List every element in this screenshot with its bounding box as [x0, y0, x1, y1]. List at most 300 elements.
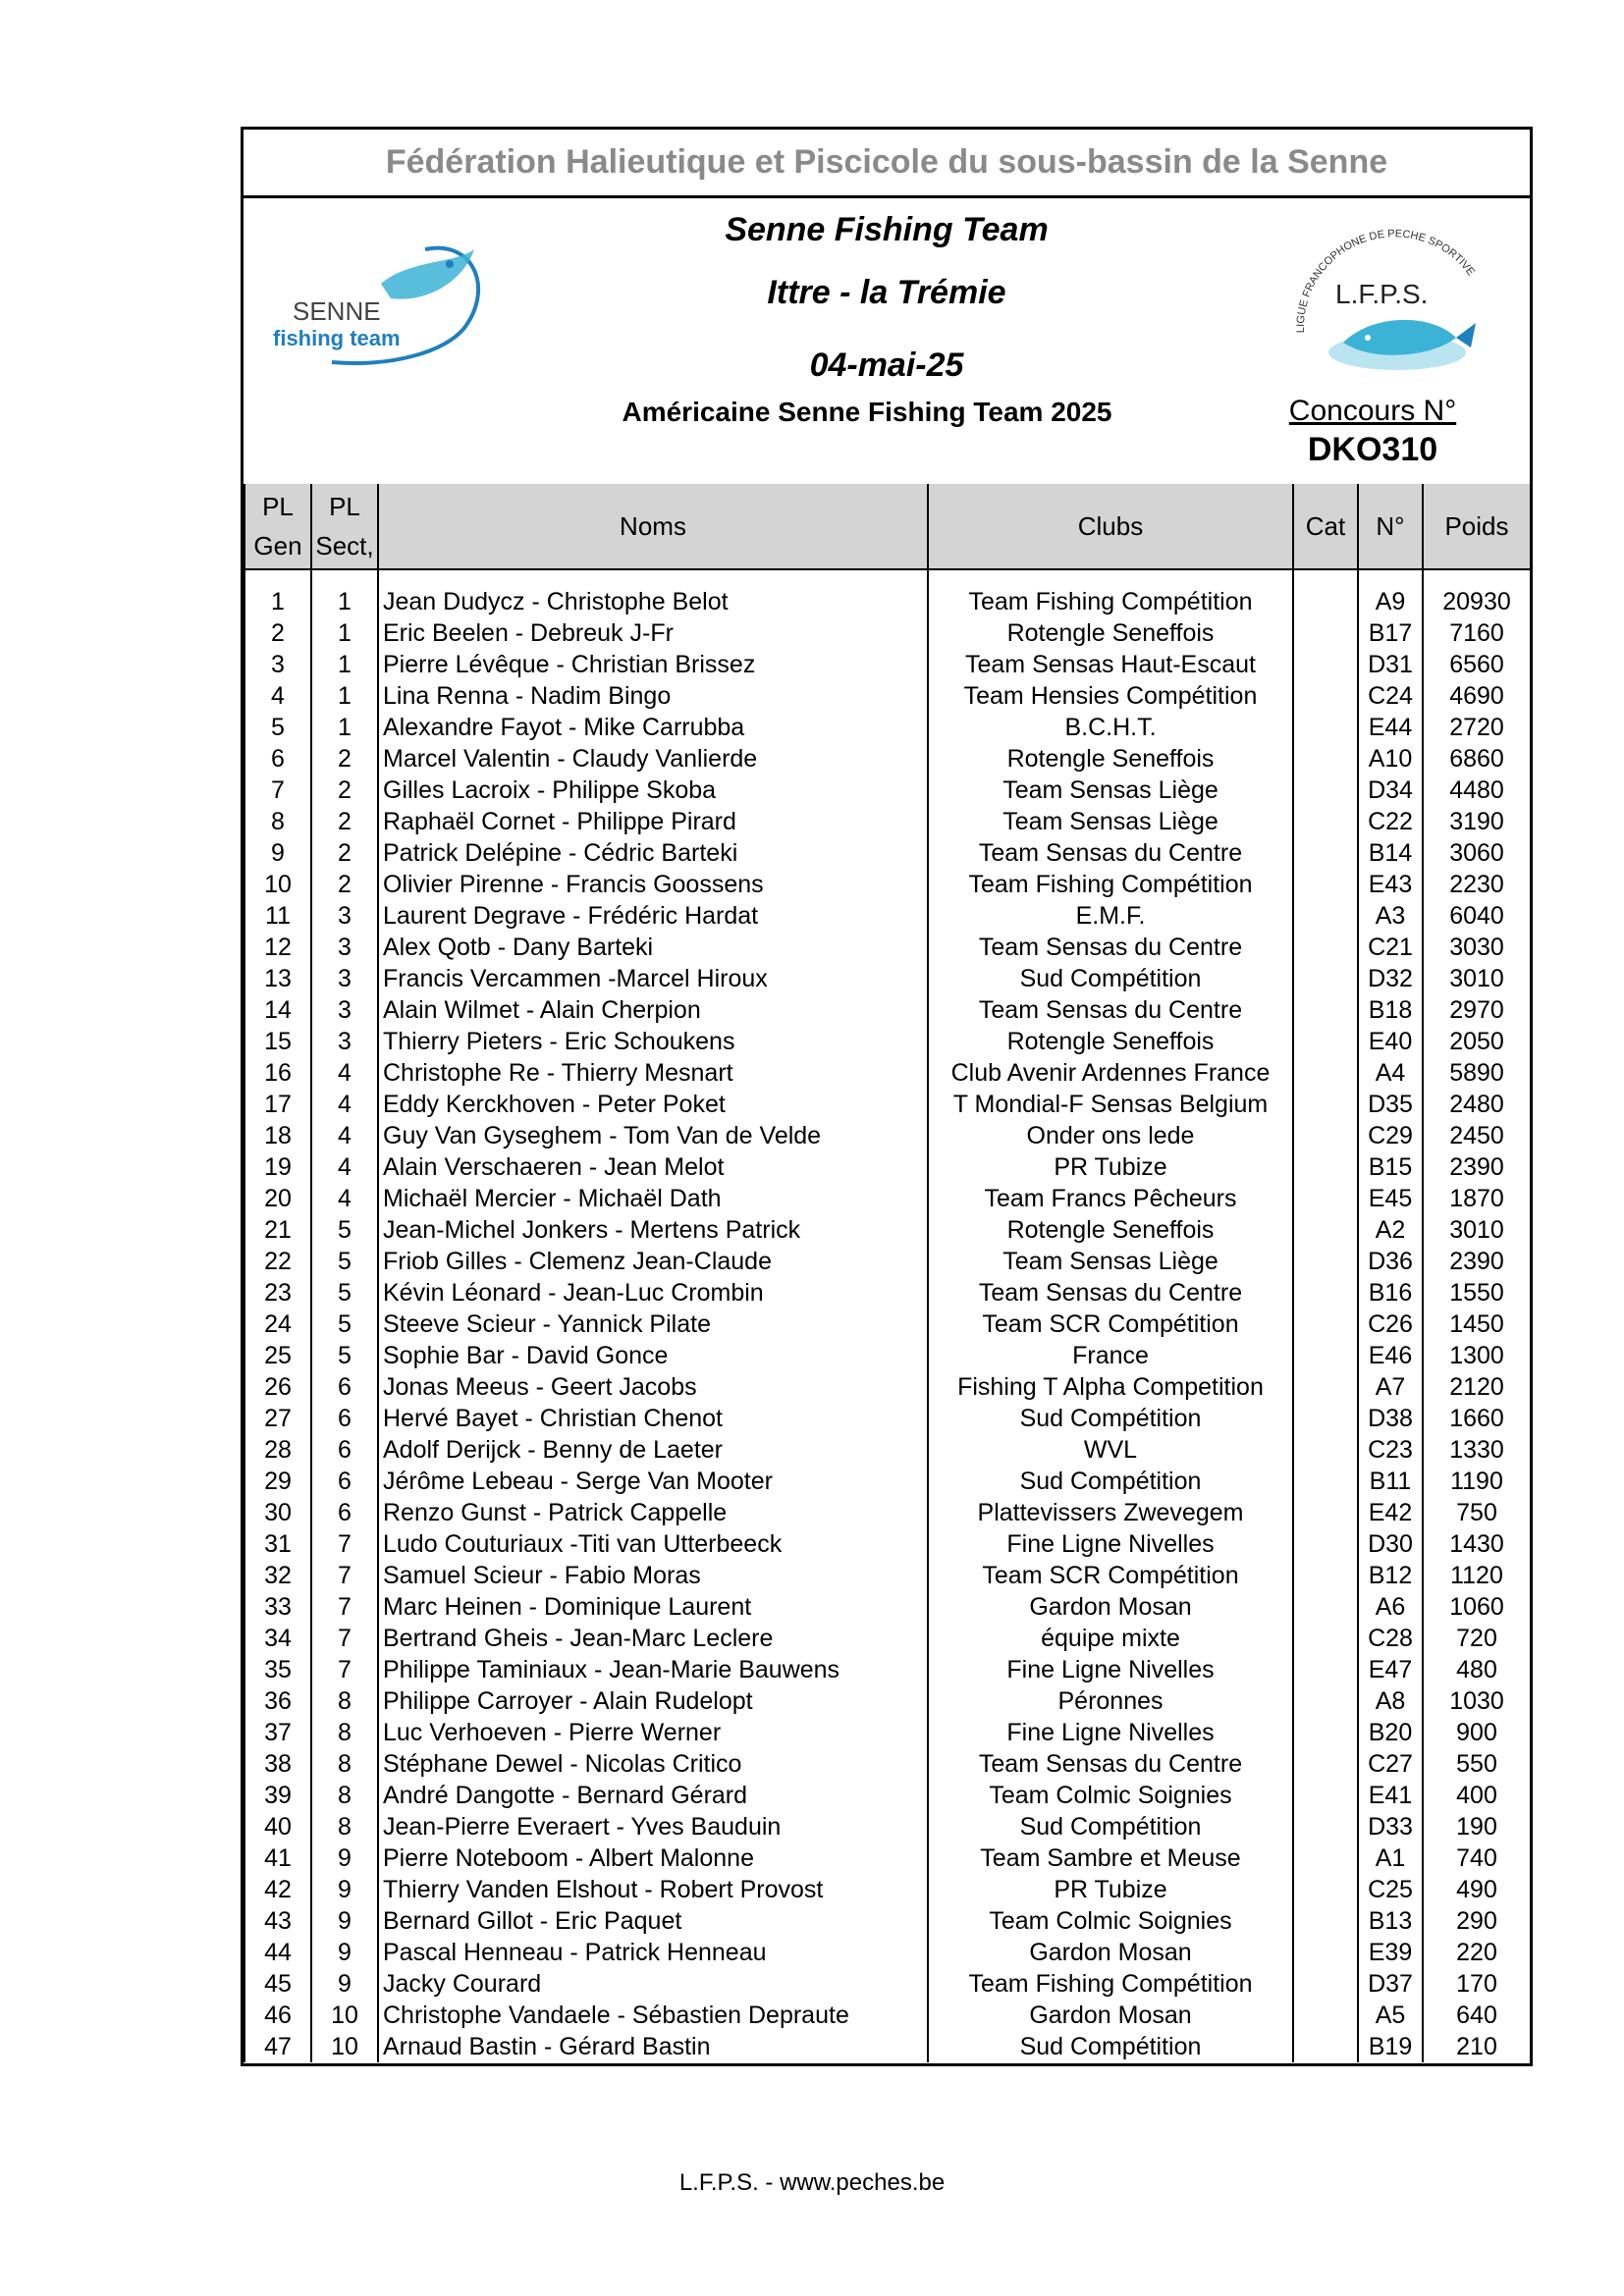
number-cell: D32	[1358, 963, 1423, 994]
club-cell: Team Fishing Compétition	[928, 869, 1293, 900]
cat-cell	[1293, 1623, 1358, 1654]
cat-cell	[1293, 1214, 1358, 1246]
weight-cell: 750	[1423, 1497, 1531, 1528]
names-cell: Pascal Henneau - Patrick Henneau	[378, 1937, 928, 1968]
pl-sect-cell: 10	[311, 2000, 378, 2031]
club-cell: Gardon Mosan	[928, 2000, 1293, 2031]
names-cell: Samuel Scieur - Fabio Moras	[378, 1560, 928, 1591]
svg-text:SENNE: SENNE	[293, 296, 381, 326]
club-cell: Sud Compétition	[928, 1811, 1293, 1842]
weight-cell: 1430	[1423, 1528, 1531, 1560]
number-cell: B18	[1358, 994, 1423, 1026]
names-cell: Marc Heinen - Dominique Laurent	[378, 1591, 928, 1623]
pl-sect-cell: 5	[311, 1214, 378, 1246]
club-cell: Team Colmic Soignies	[928, 1905, 1293, 1937]
table-row	[244, 994, 1531, 1026]
number-cell: B19	[1358, 2031, 1423, 2062]
names-cell: Bernard Gillot - Eric Paquet	[378, 1905, 928, 1937]
weight-cell: 2970	[1423, 994, 1531, 1026]
names-cell: Gilles Lacroix - Philippe Skoba	[378, 774, 928, 806]
table-row	[244, 1591, 1531, 1623]
number-cell: E47	[1358, 1654, 1423, 1685]
pl-gen-cell: 43	[244, 1905, 311, 1937]
pl-gen-cell: 33	[244, 1591, 311, 1623]
pl-sect-cell: 3	[311, 994, 378, 1026]
weight-cell: 2390	[1423, 1246, 1531, 1277]
names-cell: Philippe Taminiaux - Jean-Marie Bauwens	[378, 1654, 928, 1685]
number-cell: C22	[1358, 806, 1423, 837]
number-cell: B20	[1358, 1717, 1423, 1748]
pl-sect-cell: 2	[311, 869, 378, 900]
cat-cell	[1293, 743, 1358, 774]
pl-gen-cell: 7	[244, 774, 311, 806]
pl-gen-cell: 24	[244, 1308, 311, 1340]
number-cell: B16	[1358, 1277, 1423, 1308]
header-pl-gen: PL Gen	[244, 484, 311, 569]
number-cell: B17	[1358, 617, 1423, 649]
table-row	[244, 1308, 1531, 1340]
pl-gen-cell: 4	[244, 680, 311, 712]
table-row	[244, 1089, 1531, 1120]
names-cell: Stéphane Dewel - Nicolas Critico	[378, 1748, 928, 1780]
number-cell: B13	[1358, 1905, 1423, 1937]
club-cell: Team Fishing Compétition	[928, 586, 1293, 617]
cat-cell	[1293, 617, 1358, 649]
names-cell: Ludo Couturiaux -Titi van Utterbeeck	[378, 1528, 928, 1560]
pl-gen-cell: 40	[244, 1811, 311, 1842]
table-row	[244, 1748, 1531, 1780]
cat-cell	[1293, 1560, 1358, 1591]
number-cell: D31	[1358, 649, 1423, 680]
table-row	[244, 1466, 1531, 1497]
pl-gen-cell: 26	[244, 1371, 311, 1403]
names-cell: Alain Verschaeren - Jean Melot	[378, 1151, 928, 1183]
table-row	[244, 1434, 1531, 1466]
pl-gen-cell: 45	[244, 1968, 311, 2000]
table-row	[244, 2031, 1531, 2062]
pl-gen-cell: 23	[244, 1277, 311, 1308]
pl-gen-cell: 25	[244, 1340, 311, 1371]
weight-cell: 6040	[1423, 900, 1531, 932]
club-cell: E.M.F.	[928, 900, 1293, 932]
names-cell: Eddy Kerckhoven - Peter Poket	[378, 1089, 928, 1120]
pl-gen-cell: 15	[244, 1026, 311, 1057]
pl-sect-cell: 6	[311, 1403, 378, 1434]
weight-cell: 190	[1423, 1811, 1531, 1842]
pl-gen-cell: 34	[244, 1623, 311, 1654]
weight-cell: 3010	[1423, 1214, 1531, 1246]
pl-sect-cell: 10	[311, 2031, 378, 2062]
pl-sect-cell: 7	[311, 1591, 378, 1623]
header-cat: Cat	[1293, 484, 1358, 569]
names-cell: Sophie Bar - David Gonce	[378, 1340, 928, 1371]
number-cell: E46	[1358, 1340, 1423, 1371]
number-cell: D34	[1358, 774, 1423, 806]
pl-gen-cell: 19	[244, 1151, 311, 1183]
weight-cell: 1330	[1423, 1434, 1531, 1466]
pl-sect-cell: 4	[311, 1120, 378, 1151]
club-cell: Team SCR Compétition	[928, 1560, 1293, 1591]
cat-cell	[1293, 932, 1358, 963]
names-cell: Jonas Meeus - Geert Jacobs	[378, 1371, 928, 1403]
table-row	[244, 1937, 1531, 1968]
cat-cell	[1293, 1717, 1358, 1748]
pl-sect-cell: 5	[311, 1277, 378, 1308]
club-cell: Team Sensas du Centre	[928, 837, 1293, 869]
club-cell: Team SCR Compétition	[928, 1308, 1293, 1340]
table-row	[244, 617, 1531, 649]
cat-cell	[1293, 1968, 1358, 2000]
table-row	[244, 1497, 1531, 1528]
pl-gen-cell: 10	[244, 869, 311, 900]
table-row	[244, 1623, 1531, 1654]
table-row	[244, 1654, 1531, 1685]
pl-gen-cell: 2	[244, 617, 311, 649]
number-cell: A9	[1358, 586, 1423, 617]
weight-cell: 170	[1423, 1968, 1531, 2000]
table-row	[244, 1968, 1531, 2000]
club-cell: Team Fishing Compétition	[928, 1968, 1293, 2000]
number-cell: B11	[1358, 1466, 1423, 1497]
pl-gen-cell: 3	[244, 649, 311, 680]
cat-cell	[1293, 774, 1358, 806]
event-subtitle: Américaine Senne Fishing Team 2025	[622, 397, 1112, 427]
weight-cell: 1120	[1423, 1560, 1531, 1591]
results-table	[244, 484, 1532, 2062]
weight-cell: 1550	[1423, 1277, 1531, 1308]
club-cell: Rotengle Seneffois	[928, 617, 1293, 649]
cat-cell	[1293, 1308, 1358, 1340]
pl-sect-cell: 6	[311, 1466, 378, 1497]
pl-gen-cell: 42	[244, 1874, 311, 1905]
pl-sect-cell: 2	[311, 806, 378, 837]
names-cell: Eric Beelen - Debreuk J-Fr	[378, 617, 928, 649]
weight-cell: 1190	[1423, 1466, 1531, 1497]
cat-cell	[1293, 1780, 1358, 1811]
pl-sect-cell: 1	[311, 712, 378, 743]
pl-sect-cell: 9	[311, 1968, 378, 2000]
club-cell: Club Avenir Ardennes France	[928, 1057, 1293, 1089]
cat-cell	[1293, 1246, 1358, 1277]
club-cell: Gardon Mosan	[928, 1937, 1293, 1968]
pl-sect-cell: 4	[311, 1183, 378, 1214]
number-cell: C23	[1358, 1434, 1423, 1466]
pl-gen-cell: 13	[244, 963, 311, 994]
pl-gen-cell: 27	[244, 1403, 311, 1434]
pl-sect-cell: 8	[311, 1780, 378, 1811]
club-cell: Team Francs Pêcheurs	[928, 1183, 1293, 1214]
pl-sect-cell: 4	[311, 1151, 378, 1183]
weight-cell: 480	[1423, 1654, 1531, 1685]
number-cell: C29	[1358, 1120, 1423, 1151]
weight-cell: 3010	[1423, 963, 1531, 994]
pl-sect-cell: 6	[311, 1371, 378, 1403]
club-cell: Team Colmic Soignies	[928, 1780, 1293, 1811]
club-cell: WVL	[928, 1434, 1293, 1466]
names-cell: Laurent Degrave - Frédéric Hardat	[378, 900, 928, 932]
pl-gen-cell: 30	[244, 1497, 311, 1528]
event-title: Senne Fishing Team	[725, 211, 1049, 248]
table-row	[244, 963, 1531, 994]
svg-text:fishing team: fishing team	[273, 326, 401, 350]
pl-gen-cell: 44	[244, 1937, 311, 1968]
pl-gen-cell: 29	[244, 1466, 311, 1497]
pl-sect-cell: 2	[311, 743, 378, 774]
table-row	[244, 649, 1531, 680]
pl-sect-cell: 7	[311, 1528, 378, 1560]
number-cell: A1	[1358, 1842, 1423, 1874]
header-names: Noms	[378, 484, 928, 569]
weight-cell: 3030	[1423, 932, 1531, 963]
club-cell: Team Sensas Liège	[928, 806, 1293, 837]
pl-sect-cell: 7	[311, 1654, 378, 1685]
cat-cell	[1293, 1905, 1358, 1937]
pl-gen-cell: 41	[244, 1842, 311, 1874]
cat-cell	[1293, 1591, 1358, 1623]
table-row	[244, 1057, 1531, 1089]
table-row	[244, 1560, 1531, 1591]
club-cell: Fine Ligne Nivelles	[928, 1654, 1293, 1685]
names-cell: Luc Verhoeven - Pierre Werner	[378, 1717, 928, 1748]
table-row	[244, 586, 1531, 617]
weight-cell: 1870	[1423, 1183, 1531, 1214]
number-cell: B14	[1358, 837, 1423, 869]
pl-gen-cell: 31	[244, 1528, 311, 1560]
weight-cell: 1660	[1423, 1403, 1531, 1434]
weight-cell: 1450	[1423, 1308, 1531, 1340]
pl-gen-cell: 14	[244, 994, 311, 1026]
table-row	[244, 1277, 1531, 1308]
pl-gen-cell: 36	[244, 1685, 311, 1717]
number-cell: D37	[1358, 1968, 1423, 2000]
cat-cell	[1293, 1842, 1358, 1874]
weight-cell: 2120	[1423, 1371, 1531, 1403]
federation-title: Fédération Halieutique et Piscicole du sous-bassin de la Senne	[244, 130, 1530, 198]
table-row	[244, 1120, 1531, 1151]
club-cell: Sud Compétition	[928, 1403, 1293, 1434]
number-cell: C28	[1358, 1623, 1423, 1654]
results-body	[244, 569, 1531, 2062]
pl-gen-cell: 22	[244, 1246, 311, 1277]
weight-cell: 210	[1423, 2031, 1531, 2062]
number-cell: A8	[1358, 1685, 1423, 1717]
cat-cell	[1293, 586, 1358, 617]
table-row	[244, 2000, 1531, 2031]
pl-gen-cell: 17	[244, 1089, 311, 1120]
table-row	[244, 1811, 1531, 1842]
pl-gen-cell: 35	[244, 1654, 311, 1685]
pl-sect-cell: 5	[311, 1246, 378, 1277]
club-cell: Sud Compétition	[928, 2031, 1293, 2062]
club-cell: Plattevissers Zwevegem	[928, 1497, 1293, 1528]
weight-cell: 6860	[1423, 743, 1531, 774]
cat-cell	[1293, 1434, 1358, 1466]
number-cell: D33	[1358, 1811, 1423, 1842]
club-cell: PR Tubize	[928, 1151, 1293, 1183]
cat-cell	[1293, 1874, 1358, 1905]
club-cell: Fine Ligne Nivelles	[928, 1717, 1293, 1748]
pl-sect-cell: 3	[311, 1026, 378, 1057]
club-cell: Team Sensas du Centre	[928, 1277, 1293, 1308]
pl-gen-cell: 11	[244, 900, 311, 932]
weight-cell: 1060	[1423, 1591, 1531, 1623]
club-cell: Team Sensas du Centre	[928, 1748, 1293, 1780]
cat-cell	[1293, 1528, 1358, 1560]
club-cell: Péronnes	[928, 1685, 1293, 1717]
footer: L.F.P.S. - www.peches.be	[678, 2169, 946, 2196]
club-cell: Onder ons lede	[928, 1120, 1293, 1151]
pl-sect-cell: 4	[311, 1089, 378, 1120]
cat-cell	[1293, 1026, 1358, 1057]
cat-cell	[1293, 806, 1358, 837]
club-cell: Rotengle Seneffois	[928, 743, 1293, 774]
pl-sect-cell: 7	[311, 1623, 378, 1654]
club-cell: PR Tubize	[928, 1874, 1293, 1905]
number-cell: E41	[1358, 1780, 1423, 1811]
pl-sect-cell: 9	[311, 1937, 378, 1968]
pl-gen-cell: 12	[244, 932, 311, 963]
names-cell: Pierre Noteboom - Albert Malonne	[378, 1842, 928, 1874]
club-cell: Team Sensas Liège	[928, 1246, 1293, 1277]
number-cell: E42	[1358, 1497, 1423, 1528]
cat-cell	[1293, 1057, 1358, 1089]
pl-gen-cell: 37	[244, 1717, 311, 1748]
names-cell: Jean-Pierre Everaert - Yves Bauduin	[378, 1811, 928, 1842]
pl-sect-cell: 8	[311, 1748, 378, 1780]
pl-gen-cell: 32	[244, 1560, 311, 1591]
table-row	[244, 837, 1531, 869]
names-cell: Thierry Pieters - Eric Schoukens	[378, 1026, 928, 1057]
club-cell: T Mondial-F Sensas Belgium	[928, 1089, 1293, 1120]
weight-cell: 2050	[1423, 1026, 1531, 1057]
names-cell: Philippe Carroyer - Alain Rudelopt	[378, 1685, 928, 1717]
weight-cell: 3060	[1423, 837, 1531, 869]
pl-sect-cell: 9	[311, 1842, 378, 1874]
svg-text:L.F.P.S.: L.F.P.S.	[1335, 279, 1429, 309]
number-cell: A2	[1358, 1214, 1423, 1246]
pl-gen-cell: 8	[244, 806, 311, 837]
club-cell: Team Hensies Compétition	[928, 680, 1293, 712]
contest-number-label: Concours N°	[1288, 395, 1457, 427]
header-clubs: Clubs	[928, 484, 1293, 569]
club-cell: Sud Compétition	[928, 963, 1293, 994]
number-cell: E44	[1358, 712, 1423, 743]
names-cell: Marcel Valentin - Claudy Vanlierde	[378, 743, 928, 774]
cat-cell	[1293, 1685, 1358, 1717]
number-cell: E39	[1358, 1937, 1423, 1968]
cat-cell	[1293, 1748, 1358, 1780]
names-cell: Christophe Re - Thierry Mesnart	[378, 1057, 928, 1089]
cat-cell	[1293, 963, 1358, 994]
names-cell: Hervé Bayet - Christian Chenot	[378, 1403, 928, 1434]
cat-cell	[1293, 1497, 1358, 1528]
names-cell: Renzo Gunst - Patrick Cappelle	[378, 1497, 928, 1528]
pl-sect-cell: 9	[311, 1874, 378, 1905]
table-row	[244, 869, 1531, 900]
pl-gen-cell: 28	[244, 1434, 311, 1466]
pl-sect-cell: 6	[311, 1497, 378, 1528]
pl-sect-cell: 2	[311, 837, 378, 869]
names-cell: Olivier Pirenne - Francis Goossens	[378, 869, 928, 900]
weight-cell: 5890	[1423, 1057, 1531, 1089]
club-cell: Team Sensas Liège	[928, 774, 1293, 806]
number-cell: E43	[1358, 869, 1423, 900]
club-cell: Team Sensas du Centre	[928, 932, 1293, 963]
pl-gen-cell: 21	[244, 1214, 311, 1246]
weight-cell: 20930	[1423, 586, 1531, 617]
names-cell: Pierre Lévêque - Christian Brissez	[378, 649, 928, 680]
table-row	[244, 743, 1531, 774]
pl-sect-cell: 9	[311, 1905, 378, 1937]
cat-cell	[1293, 1466, 1358, 1497]
table-row	[244, 1214, 1531, 1246]
cat-cell	[1293, 2000, 1358, 2031]
weight-cell: 1300	[1423, 1340, 1531, 1371]
pl-sect-cell: 5	[311, 1340, 378, 1371]
table-row	[244, 1183, 1531, 1214]
pl-sect-cell: 8	[311, 1717, 378, 1748]
club-cell: France	[928, 1340, 1293, 1371]
number-cell: D38	[1358, 1403, 1423, 1434]
names-cell: Alexandre Fayot - Mike Carrubba	[378, 712, 928, 743]
pl-sect-cell: 8	[311, 1811, 378, 1842]
cat-cell	[1293, 1654, 1358, 1685]
table-row	[244, 1246, 1531, 1277]
cat-cell	[1293, 1183, 1358, 1214]
cat-cell	[1293, 994, 1358, 1026]
pl-gen-cell: 46	[244, 2000, 311, 2031]
cat-cell	[1293, 1371, 1358, 1403]
names-cell: Jean Dudycz - Christophe Belot	[378, 586, 928, 617]
weight-cell: 1030	[1423, 1685, 1531, 1717]
weight-cell: 220	[1423, 1937, 1531, 1968]
cat-cell	[1293, 1277, 1358, 1308]
weight-cell: 2720	[1423, 712, 1531, 743]
names-cell: Bertrand Gheis - Jean-Marc Leclere	[378, 1623, 928, 1654]
names-cell: Lina Renna - Nadim Bingo	[378, 680, 928, 712]
number-cell: A3	[1358, 900, 1423, 932]
club-cell: équipe mixte	[928, 1623, 1293, 1654]
pl-gen-cell: 18	[244, 1120, 311, 1151]
cat-cell	[1293, 1811, 1358, 1842]
names-cell: Guy Van Gyseghem - Tom Van de Velde	[378, 1120, 928, 1151]
club-cell: Rotengle Seneffois	[928, 1214, 1293, 1246]
cat-cell	[1293, 1120, 1358, 1151]
weight-cell: 2390	[1423, 1151, 1531, 1183]
names-cell: Thierry Vanden Elshout - Robert Provost	[378, 1874, 928, 1905]
weight-cell: 720	[1423, 1623, 1531, 1654]
club-cell: Gardon Mosan	[928, 1591, 1293, 1623]
results-sheet	[241, 127, 1533, 2066]
cat-cell	[1293, 869, 1358, 900]
names-cell: Jean-Michel Jonkers - Mertens Patrick	[378, 1214, 928, 1246]
table-row	[244, 1026, 1531, 1057]
weight-cell: 6560	[1423, 649, 1531, 680]
pl-sect-cell: 6	[311, 1434, 378, 1466]
pl-sect-cell: 4	[311, 1057, 378, 1089]
number-cell: A10	[1358, 743, 1423, 774]
names-cell: Alex Qotb - Dany Barteki	[378, 932, 928, 963]
event-header	[244, 195, 1530, 476]
pl-sect-cell: 3	[311, 963, 378, 994]
names-cell: Christophe Vandaele - Sébastien Depraute	[378, 2000, 928, 2031]
names-cell: Jérôme Lebeau - Serge Van Mooter	[378, 1466, 928, 1497]
number-cell: B12	[1358, 1560, 1423, 1591]
pl-sect-cell: 1	[311, 586, 378, 617]
club-cell: B.C.H.T.	[928, 712, 1293, 743]
weight-cell: 740	[1423, 1842, 1531, 1874]
names-cell: Adolf Derijck - Benny de Laeter	[378, 1434, 928, 1466]
